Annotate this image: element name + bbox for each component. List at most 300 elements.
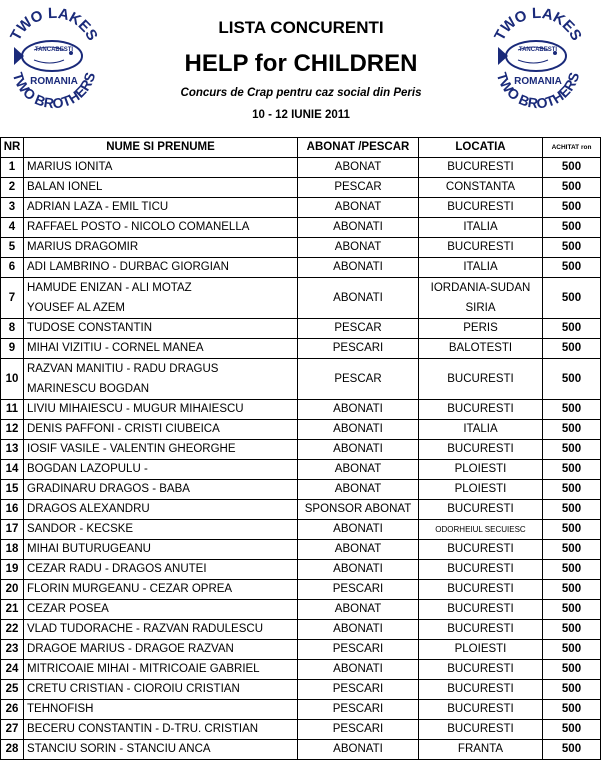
- cell-nr-text: 5: [8, 241, 16, 253]
- page-header: [0, 0, 602, 137]
- cell-name-text: HAMUDE ENIZAN - ALI MOTAZ: [27, 282, 192, 294]
- table-row: [1, 640, 601, 660]
- cell-abonat-text: ABONATI: [333, 221, 383, 233]
- cell-name: [24, 460, 298, 480]
- cell-locatia-text: PLOIESTI: [454, 643, 507, 655]
- cell-nr-text: 17: [5, 523, 19, 535]
- cell-locatia: [419, 660, 543, 680]
- cell-name: [24, 660, 298, 680]
- cell-nr: [1, 740, 24, 760]
- cell-achitat: [543, 218, 601, 238]
- cell-name-text: BECERU CONSTANTIN - D-TRU. CRISTIAN: [27, 723, 259, 735]
- cell-abonat: [298, 218, 419, 238]
- cell-nr: [1, 198, 24, 218]
- cell-abonat: [298, 198, 419, 218]
- cell-name: [24, 198, 298, 218]
- table-row: [1, 700, 601, 720]
- cell-locatia-text: BUCURESTI: [447, 241, 514, 253]
- cell-achitat: [543, 359, 601, 400]
- cell-locatia: [419, 319, 543, 339]
- cell-achitat: [543, 520, 601, 540]
- cell-nr-text: 11: [5, 403, 19, 415]
- cell-locatia: [419, 540, 543, 560]
- cell-name-text: MITRICOAIE MIHAI - MITRICOAIE GABRIEL: [27, 663, 260, 675]
- cell-nr: [1, 178, 24, 198]
- cell-locatia: [419, 400, 543, 420]
- table-row: [1, 440, 601, 460]
- table-row: [1, 158, 601, 178]
- cell-name-text: MARIUS IONITA: [27, 161, 113, 173]
- cell-locatia-text: BUCURESTI: [447, 663, 514, 675]
- cell-locatia: [419, 198, 543, 218]
- cell-locatia-text: BUCURESTI: [447, 603, 514, 615]
- cell-nr-text: 15: [5, 483, 19, 495]
- cell-name: [24, 420, 298, 440]
- cell-locatia: [419, 620, 543, 640]
- cell-abonat-text: PESCAR: [334, 372, 382, 385]
- logo-bottom-text: TWO BROTHERS: [493, 70, 583, 112]
- cell-locatia: [419, 278, 543, 319]
- cell-abonat: [298, 560, 419, 580]
- cell-achitat: [543, 600, 601, 620]
- cell-abonat-text: ABONATI: [333, 663, 383, 675]
- cell-abonat-text: ABONATI: [333, 443, 383, 455]
- cell-nr: [1, 359, 24, 400]
- cell-name: [24, 258, 298, 278]
- page-title: LISTA CONCURENTI: [218, 18, 384, 37]
- cell-abonat: [298, 158, 419, 178]
- cell-achitat: [543, 238, 601, 258]
- cell-name: [24, 440, 298, 460]
- cell-achitat: [543, 740, 601, 760]
- cell-nr-text: 14: [5, 463, 19, 475]
- cell-locatia-text: SIRIA: [465, 302, 496, 314]
- cell-locatia: [419, 420, 543, 440]
- cell-name: [24, 339, 298, 359]
- cell-abonat: [298, 440, 419, 460]
- cell-achitat-text: 500: [561, 181, 582, 193]
- column-header-abonat: ABONAT /PESCAR: [298, 138, 419, 158]
- carp-icon: [498, 41, 566, 71]
- cell-nr: [1, 580, 24, 600]
- cell-achitat-text: 500: [561, 743, 582, 755]
- cell-nr-text: 1: [8, 161, 16, 173]
- cell-abonat-text: ABONAT: [334, 543, 382, 555]
- cell-abonat-text: ABONATI: [333, 291, 383, 304]
- cell-name-text: MIHAI BUTURUGEANU: [27, 543, 151, 555]
- cell-locatia: [419, 560, 543, 580]
- event-description: Concurs de Crap pentru caz social din Peris: [180, 87, 422, 99]
- cell-nr: [1, 620, 24, 640]
- cell-locatia-text: CONSTANTA: [445, 181, 516, 193]
- table-row: [1, 560, 601, 580]
- cell-achitat-text: 500: [561, 583, 582, 595]
- cell-abonat-text: ABONAT: [334, 463, 382, 475]
- logo-middle-text: TANCABESTI: [34, 47, 74, 53]
- cell-achitat: [543, 400, 601, 420]
- cell-locatia: [419, 580, 543, 600]
- cell-achitat-text: 500: [561, 623, 582, 635]
- cell-achitat-text: 500: [561, 372, 582, 385]
- cell-locatia-text: FRANTA: [457, 743, 504, 755]
- cell-name-text: TUDOSE CONSTANTIN: [27, 322, 153, 334]
- cell-abonat: [298, 339, 419, 359]
- cell-name-text: TEHNOFISH: [27, 703, 94, 715]
- cell-achitat: [543, 540, 601, 560]
- cell-nr: [1, 720, 24, 740]
- cell-achitat-text: 500: [561, 663, 582, 675]
- cell-name: [24, 158, 298, 178]
- cell-name-text: MIHAI VIZITIU - CORNEL MANEA: [27, 342, 204, 354]
- cell-nr-text: 22: [5, 623, 19, 635]
- column-header-achitat: ACHITAT ron: [543, 138, 601, 158]
- cell-achitat-text: 500: [561, 342, 582, 354]
- cell-locatia-text: BUCURESTI: [447, 443, 514, 455]
- cell-achitat-text: 500: [561, 221, 582, 233]
- cell-achitat-text: 500: [561, 322, 582, 334]
- cell-abonat: [298, 740, 419, 760]
- cell-abonat: [298, 480, 419, 500]
- cell-nr-text: 10: [5, 372, 19, 385]
- table-row: [1, 339, 601, 359]
- cell-name: [24, 720, 298, 740]
- cell-abonat-text: PESCAR: [334, 181, 382, 193]
- cell-nr: [1, 400, 24, 420]
- table-row: [1, 400, 601, 420]
- cell-abonat-text: ABONAT: [334, 603, 382, 615]
- cell-achitat: [543, 700, 601, 720]
- cell-nr: [1, 319, 24, 339]
- cell-abonat-text: PESCARI: [332, 683, 384, 695]
- cell-locatia: [419, 440, 543, 460]
- table-row: [1, 660, 601, 680]
- cell-achitat-text: 500: [561, 161, 582, 173]
- cell-abonat-text: ABONAT: [334, 241, 382, 253]
- cell-achitat-text: 500: [561, 543, 582, 555]
- cell-achitat-text: 500: [561, 603, 582, 615]
- cell-locatia: [419, 520, 543, 540]
- cell-name-text: IOSIF VASILE - VALENTIN GHEORGHE: [27, 443, 236, 455]
- cell-name: [24, 238, 298, 258]
- cell-locatia-text: BUCURESTI: [447, 683, 514, 695]
- cell-nr: [1, 258, 24, 278]
- cell-achitat: [543, 158, 601, 178]
- table-row: [1, 178, 601, 198]
- cell-achitat: [543, 278, 601, 319]
- cell-locatia: [419, 640, 543, 660]
- cell-locatia-text: BUCURESTI: [447, 403, 514, 415]
- table-row: [1, 258, 601, 278]
- cell-name: [24, 620, 298, 640]
- cell-name: [24, 600, 298, 620]
- cell-locatia: [419, 500, 543, 520]
- cell-achitat: [543, 500, 601, 520]
- cell-locatia-text: IORDANIA-SUDAN: [430, 282, 531, 294]
- table-row: [1, 420, 601, 440]
- column-header-locatia: LOCATIA: [419, 138, 543, 158]
- cell-abonat-text: PESCARI: [332, 583, 384, 595]
- cell-locatia: [419, 158, 543, 178]
- table-row: [1, 500, 601, 520]
- cell-achitat: [543, 198, 601, 218]
- cell-name-text: CEZAR RADU - DRAGOS ANUTEI: [27, 563, 207, 575]
- cell-abonat-text: ABONAT: [334, 201, 382, 213]
- table-body: [1, 158, 601, 760]
- cell-achitat-text: 500: [561, 503, 582, 515]
- cell-locatia: [419, 700, 543, 720]
- cell-achitat: [543, 460, 601, 480]
- cell-name: [24, 700, 298, 720]
- cell-name: [24, 580, 298, 600]
- cell-name: [24, 319, 298, 339]
- carp-icon: [14, 41, 82, 71]
- cell-nr-text: 28: [5, 743, 19, 755]
- cell-locatia-text: BUCURESTI: [447, 623, 514, 635]
- cell-name-text: GRADINARU DRAGOS - BABA: [27, 483, 190, 495]
- cell-name: [24, 278, 298, 319]
- cell-nr: [1, 339, 24, 359]
- cell-abonat-text: PESCARI: [332, 703, 384, 715]
- cell-achitat: [543, 178, 601, 198]
- cell-locatia-text: BUCURESTI: [447, 583, 514, 595]
- table-row: [1, 680, 601, 700]
- table-row: [1, 520, 601, 540]
- cell-achitat: [543, 440, 601, 460]
- cell-nr-text: 18: [5, 543, 19, 555]
- cell-name: [24, 540, 298, 560]
- table-row: [1, 238, 601, 258]
- cell-locatia-text: PLOIESTI: [454, 463, 507, 475]
- cell-locatia-text: BUCURESTI: [447, 703, 514, 715]
- cell-nr-text: 23: [5, 643, 19, 655]
- cell-nr: [1, 158, 24, 178]
- cell-name-text: DENIS PAFFONI - CRISTI CIUBEICA: [27, 423, 220, 435]
- cell-locatia: [419, 680, 543, 700]
- cell-name: [24, 640, 298, 660]
- cell-abonat-text: ABONATI: [333, 261, 383, 273]
- cell-abonat: [298, 680, 419, 700]
- cell-nr-text: 26: [5, 703, 19, 715]
- cell-name-text: CRETU CRISTIAN - CIOROIU CRISTIAN: [27, 683, 240, 695]
- cell-abonat-text: PESCARI: [332, 643, 384, 655]
- cell-nr: [1, 660, 24, 680]
- table-row: [1, 218, 601, 238]
- cell-locatia-text: BUCURESTI: [447, 543, 514, 555]
- cell-name-text: YOUSEF AL AZEM: [27, 302, 125, 314]
- cell-abonat-text: ABONATI: [333, 743, 383, 755]
- cell-achitat: [543, 420, 601, 440]
- cell-nr-text: 7: [8, 291, 16, 304]
- cell-name-text: MARIUS DRAGOMIR: [27, 241, 139, 253]
- cell-locatia-text: PLOIESTI: [454, 483, 507, 495]
- cell-name-text: DRAGOS ALEXANDRU: [27, 503, 150, 515]
- column-header-name: NUME SI PRENUME: [24, 138, 298, 158]
- cell-achitat-text: 500: [561, 483, 582, 495]
- cell-nr: [1, 238, 24, 258]
- table-row: [1, 720, 601, 740]
- cell-locatia-text: ITALIA: [463, 221, 498, 233]
- cell-nr: [1, 680, 24, 700]
- cell-locatia: [419, 178, 543, 198]
- cell-nr: [1, 540, 24, 560]
- table-row: [1, 540, 601, 560]
- cell-abonat: [298, 359, 419, 400]
- cell-nr-text: 2: [8, 181, 16, 193]
- cell-locatia: [419, 359, 543, 400]
- cell-locatia-text: BUCURESTI: [447, 723, 514, 735]
- logo-top-text: TWO LAKES: [7, 4, 101, 44]
- cell-locatia: [419, 740, 543, 760]
- cell-abonat: [298, 540, 419, 560]
- cell-nr: [1, 640, 24, 660]
- cell-nr: [1, 218, 24, 238]
- cell-abonat: [298, 620, 419, 640]
- cell-nr-text: 16: [5, 503, 19, 515]
- cell-achitat: [543, 620, 601, 640]
- cell-name-text: STANCIU SORIN - STANCIU ANCA: [27, 743, 211, 755]
- cell-name-text: LIVIU MIHAIESCU - MUGUR MIHAIESCU: [27, 403, 244, 415]
- cell-abonat-text: ABONATI: [333, 423, 383, 435]
- cell-abonat: [298, 520, 419, 540]
- cell-name-text: BOGDAN LAZOPULU -: [27, 463, 148, 475]
- cell-name-text: BALAN IONEL: [27, 181, 103, 193]
- cell-abonat: [298, 258, 419, 278]
- cell-locatia: [419, 720, 543, 740]
- cell-name-text: ADRIAN LAZA - EMIL TICU: [27, 201, 169, 213]
- cell-achitat: [543, 640, 601, 660]
- cell-locatia-text: ITALIA: [463, 423, 498, 435]
- cell-abonat-text: PESCARI: [332, 342, 384, 354]
- two-lakes-logo-right: [486, 4, 590, 114]
- cell-locatia: [419, 480, 543, 500]
- cell-name-text: RAFFAEL POSTO - NICOLO COMANELLA: [27, 221, 250, 233]
- table-row: [1, 460, 601, 480]
- cell-nr: [1, 420, 24, 440]
- cell-abonat-text: PESCAR: [334, 322, 382, 334]
- cell-nr: [1, 520, 24, 540]
- cell-nr-text: 19: [5, 563, 19, 575]
- cell-abonat: [298, 580, 419, 600]
- cell-achitat: [543, 580, 601, 600]
- table-row: [1, 580, 601, 600]
- cell-name: [24, 359, 298, 400]
- cell-name: [24, 178, 298, 198]
- logo-country: ROMANIA: [514, 76, 562, 87]
- cell-locatia: [419, 238, 543, 258]
- cell-locatia: [419, 218, 543, 238]
- cell-locatia-text: BUCURESTI: [447, 201, 514, 213]
- cell-abonat: [298, 238, 419, 258]
- table-header-row: [1, 138, 601, 158]
- cell-achitat-text: 500: [561, 291, 582, 304]
- cell-locatia-text: BUCURESTI: [447, 372, 514, 385]
- cell-nr-text: 27: [5, 723, 19, 735]
- table-row: [1, 480, 601, 500]
- cell-abonat: [298, 600, 419, 620]
- cell-name: [24, 520, 298, 540]
- cell-nr-text: 21: [5, 603, 19, 615]
- cell-achitat-text: 500: [561, 563, 582, 575]
- cell-name: [24, 680, 298, 700]
- cell-nr: [1, 500, 24, 520]
- cell-nr-text: 12: [5, 423, 19, 435]
- cell-name-text: VLAD TUDORACHE - RAZVAN RADULESCU: [27, 623, 264, 635]
- cell-abonat: [298, 660, 419, 680]
- cell-achitat: [543, 560, 601, 580]
- cell-nr: [1, 440, 24, 460]
- table-row: [1, 740, 601, 760]
- cell-nr: [1, 278, 24, 319]
- cell-nr-text: 9: [8, 342, 16, 354]
- cell-locatia-text: BUCURESTI: [447, 161, 514, 173]
- table-row: [1, 359, 601, 400]
- cell-name: [24, 218, 298, 238]
- cell-nr: [1, 700, 24, 720]
- cell-name-text: CEZAR POSEA: [27, 603, 109, 615]
- logo-country: ROMANIA: [30, 76, 78, 87]
- two-lakes-logo-left: [2, 4, 106, 114]
- cell-nr-text: 20: [5, 583, 19, 595]
- cell-achitat-text: 500: [561, 423, 582, 435]
- table-row: [1, 319, 601, 339]
- cell-locatia: [419, 258, 543, 278]
- table-row: [1, 278, 601, 319]
- cell-abonat: [298, 319, 419, 339]
- cell-achitat-text: 500: [561, 703, 582, 715]
- cell-achitat-text: 500: [561, 723, 582, 735]
- cell-name: [24, 740, 298, 760]
- cell-achitat: [543, 680, 601, 700]
- cell-abonat: [298, 640, 419, 660]
- cell-achitat-text: 500: [561, 463, 582, 475]
- cell-name: [24, 480, 298, 500]
- cell-name-text: DRAGOE MARIUS - DRAGOE RAZVAN: [27, 643, 234, 655]
- participants-table: [0, 137, 601, 760]
- cell-nr-text: 24: [5, 663, 19, 675]
- cell-achitat: [543, 480, 601, 500]
- logo-bottom-text: TWO BROTHERS: [9, 70, 99, 112]
- cell-nr-text: 3: [8, 201, 16, 213]
- cell-achitat: [543, 720, 601, 740]
- cell-achitat: [543, 319, 601, 339]
- table-row: [1, 600, 601, 620]
- table-row: [1, 620, 601, 640]
- cell-abonat-text: SPONSOR ABONAT: [304, 503, 412, 515]
- cell-achitat-text: 500: [561, 643, 582, 655]
- cell-locatia-text: ODORHEIUL SECUIESC: [435, 525, 526, 534]
- cell-name-text: RAZVAN MANITIU - RADU DRAGUS: [27, 363, 219, 375]
- cell-abonat-text: ABONATI: [333, 523, 383, 535]
- cell-abonat: [298, 700, 419, 720]
- column-header-nr: NR: [1, 138, 24, 158]
- cell-locatia-text: ITALIA: [463, 261, 498, 273]
- cell-abonat-text: ABONAT: [334, 483, 382, 495]
- cell-abonat: [298, 460, 419, 480]
- event-name: HELP for CHILDREN: [184, 50, 418, 77]
- cell-achitat-text: 500: [561, 241, 582, 253]
- cell-name: [24, 500, 298, 520]
- cell-nr-text: 4: [8, 221, 16, 233]
- cell-nr: [1, 560, 24, 580]
- cell-locatia: [419, 339, 543, 359]
- cell-nr: [1, 460, 24, 480]
- cell-achitat: [543, 258, 601, 278]
- cell-abonat: [298, 420, 419, 440]
- cell-name-text: SANDOR - KECSKE: [27, 523, 134, 535]
- cell-locatia-text: BALOTESTI: [448, 342, 513, 354]
- cell-abonat-text: PESCARI: [332, 723, 384, 735]
- cell-abonat-text: ABONATI: [333, 403, 383, 415]
